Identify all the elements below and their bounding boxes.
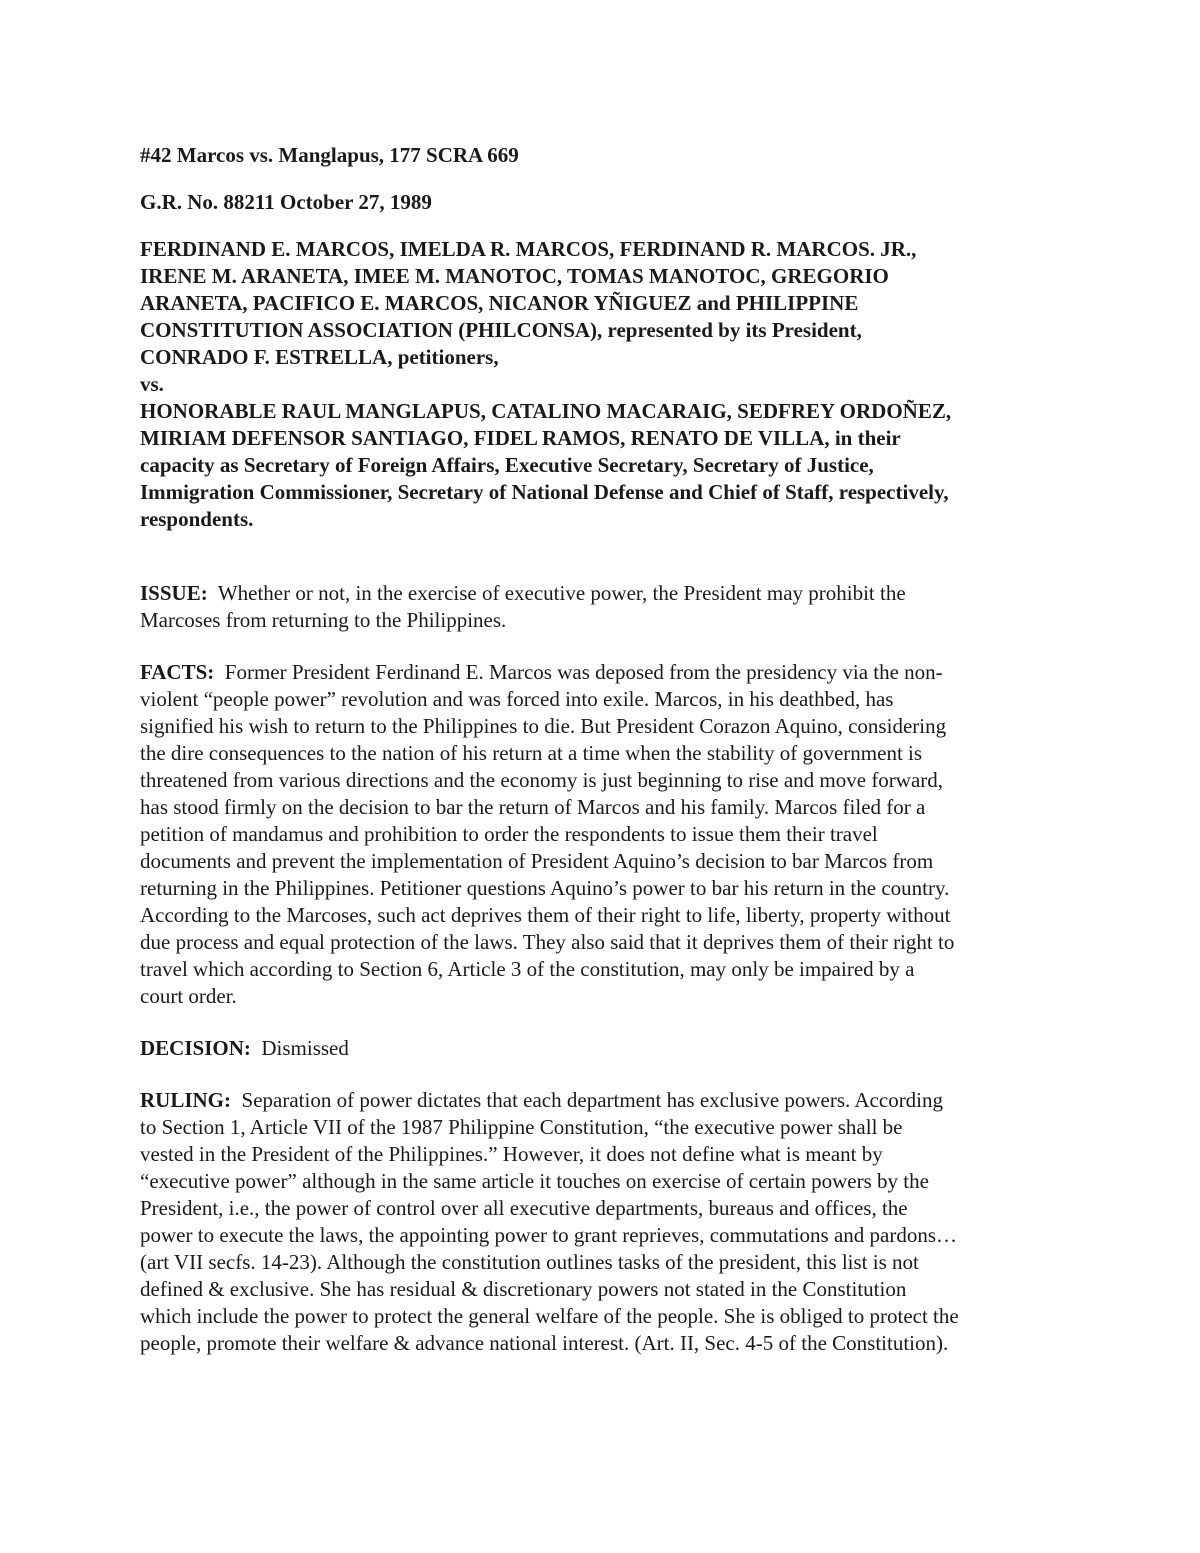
facts-line: threatened from various directions and the economy is just beginning to rise and move forward, [140,768,944,792]
parties-block [140,236,1075,533]
spacer [140,533,1075,580]
ruling-line: “executive power” although in the same article it touches on exercise of certain powers by the [140,1169,929,1193]
spacer [140,1062,1075,1087]
facts-line: documents and prevent the implementation of President Aquino’s decision to bar Marcos from [140,849,934,873]
facts-line: According to the Marcoses, such act deprives them of their right to life, liberty, property without [140,903,951,927]
respondents-line: capacity as Secretary of Foreign Affairs, Executive Secretary, Secretary of Justice, [140,453,874,477]
ruling-line: (art VII secfs. 14-23). Although the constitution outlines tasks of the president, this list is not [140,1250,919,1274]
spacer [140,169,1075,189]
spacer [140,634,1075,659]
ruling-text: Separation of power dictates that each department has exclusive powers. According [241,1088,944,1112]
ruling-line: power to execute the laws, the appointing power to grant reprieves, commutations and pardons… [140,1223,958,1247]
decision-label: DECISION: [140,1036,251,1060]
decision-section [140,1035,1075,1062]
ruling-line: President, i.e., the power of control over all executive departments, bureaus and offices, the [140,1196,908,1220]
facts-line: violent “people power” revolution and was forced into exile. Marcos, in his deathbed, has [140,687,894,711]
decision-text: Dismissed [261,1036,349,1060]
petitioners-line: CONSTITUTION ASSOCIATION (PHILCONSA), represented by its President, [140,318,862,342]
facts-line: has stood firmly on the decision to bar the return of Marcos and his family. Marcos filed for a [140,795,926,819]
ruling-line: people, promote their welfare & advance national interest. (Art. II, Sec. 4-5 of the Constitution). [140,1331,949,1355]
facts-line: court order. [140,984,237,1008]
spacer [140,1010,1075,1035]
respondents-line: HONORABLE RAUL MANGLAPUS, CATALINO MACARAIG, SEDFREY ORDOÑEZ, [140,399,952,423]
issue-text: Whether or not, in the exercise of executive power, the President may prohibit the [217,581,906,605]
facts-line: travel which according to Section 6, Article 3 of the constitution, may only be impaired by a [140,957,915,981]
spacer [140,216,1075,236]
facts-line: returning in the Philippines. Petitioner questions Aquino’s power to bar his return in the country. [140,876,950,900]
document-page [140,142,1075,1357]
facts-line: due process and equal protection of the laws. They also said that it deprives them of their right to [140,930,955,954]
issue-line: Marcoses from returning to the Philippines. [140,608,507,632]
versus-line: vs. [140,372,164,396]
ruling-section [140,1087,1075,1357]
ruling-line: vested in the President of the Philippines.” However, it does not define what is meant by [140,1142,883,1166]
respondents-line: respondents. [140,507,254,531]
facts-text: Former President Ferdinand E. Marcos was deposed from the presidency via the non- [224,660,943,684]
gr-number-line: G.R. No. 88211 October 27, 1989 [140,190,432,214]
issue-label: ISSUE: [140,581,208,605]
facts-line: signified his wish to return to the Philippines to die. But President Corazon Aquino, considering [140,714,947,738]
ruling-line [140,1087,1075,1114]
facts-label: FACTS: [140,660,215,684]
issue-section [140,580,1075,634]
facts-section [140,659,1075,1010]
decision-line [140,1035,1075,1062]
ruling-line: to Section 1, Article VII of the 1987 Philippine Constitution, “the executive power shall be [140,1115,903,1139]
case-title: #42 Marcos vs. Manglapus, 177 SCRA 669 [140,143,519,167]
ruling-line: which include the power to protect the general welfare of the people. She is obliged to protect the [140,1304,959,1328]
petitioners-line: CONRADO F. ESTRELLA, petitioners, [140,345,499,369]
petitioners-line: IRENE M. ARANETA, IMEE M. MANOTOC, TOMAS MANOTOC, GREGORIO [140,264,889,288]
facts-line: the dire consequences to the nation of his return at a time when the stability of government is [140,741,923,765]
ruling-line: defined & exclusive. She has residual & discretionary powers not stated in the Constitution [140,1277,907,1301]
respondents-line: MIRIAM DEFENSOR SANTIAGO, FIDEL RAMOS, RENATO DE VILLA, in their [140,426,901,450]
petitioners-line: ARANETA, PACIFICO E. MARCOS, NICANOR YÑIGUEZ and PHILIPPINE [140,291,859,315]
facts-line: petition of mandamus and prohibition to order the respondents to issue them their travel [140,822,878,846]
ruling-label: RULING: [140,1088,232,1112]
petitioners-line: FERDINAND E. MARCOS, IMELDA R. MARCOS, FERDINAND R. MARCOS. JR., [140,237,917,261]
issue-line [140,580,1075,607]
facts-line [140,659,1075,686]
respondents-line: Immigration Commissioner, Secretary of National Defense and Chief of Staff, respectively, [140,480,949,504]
